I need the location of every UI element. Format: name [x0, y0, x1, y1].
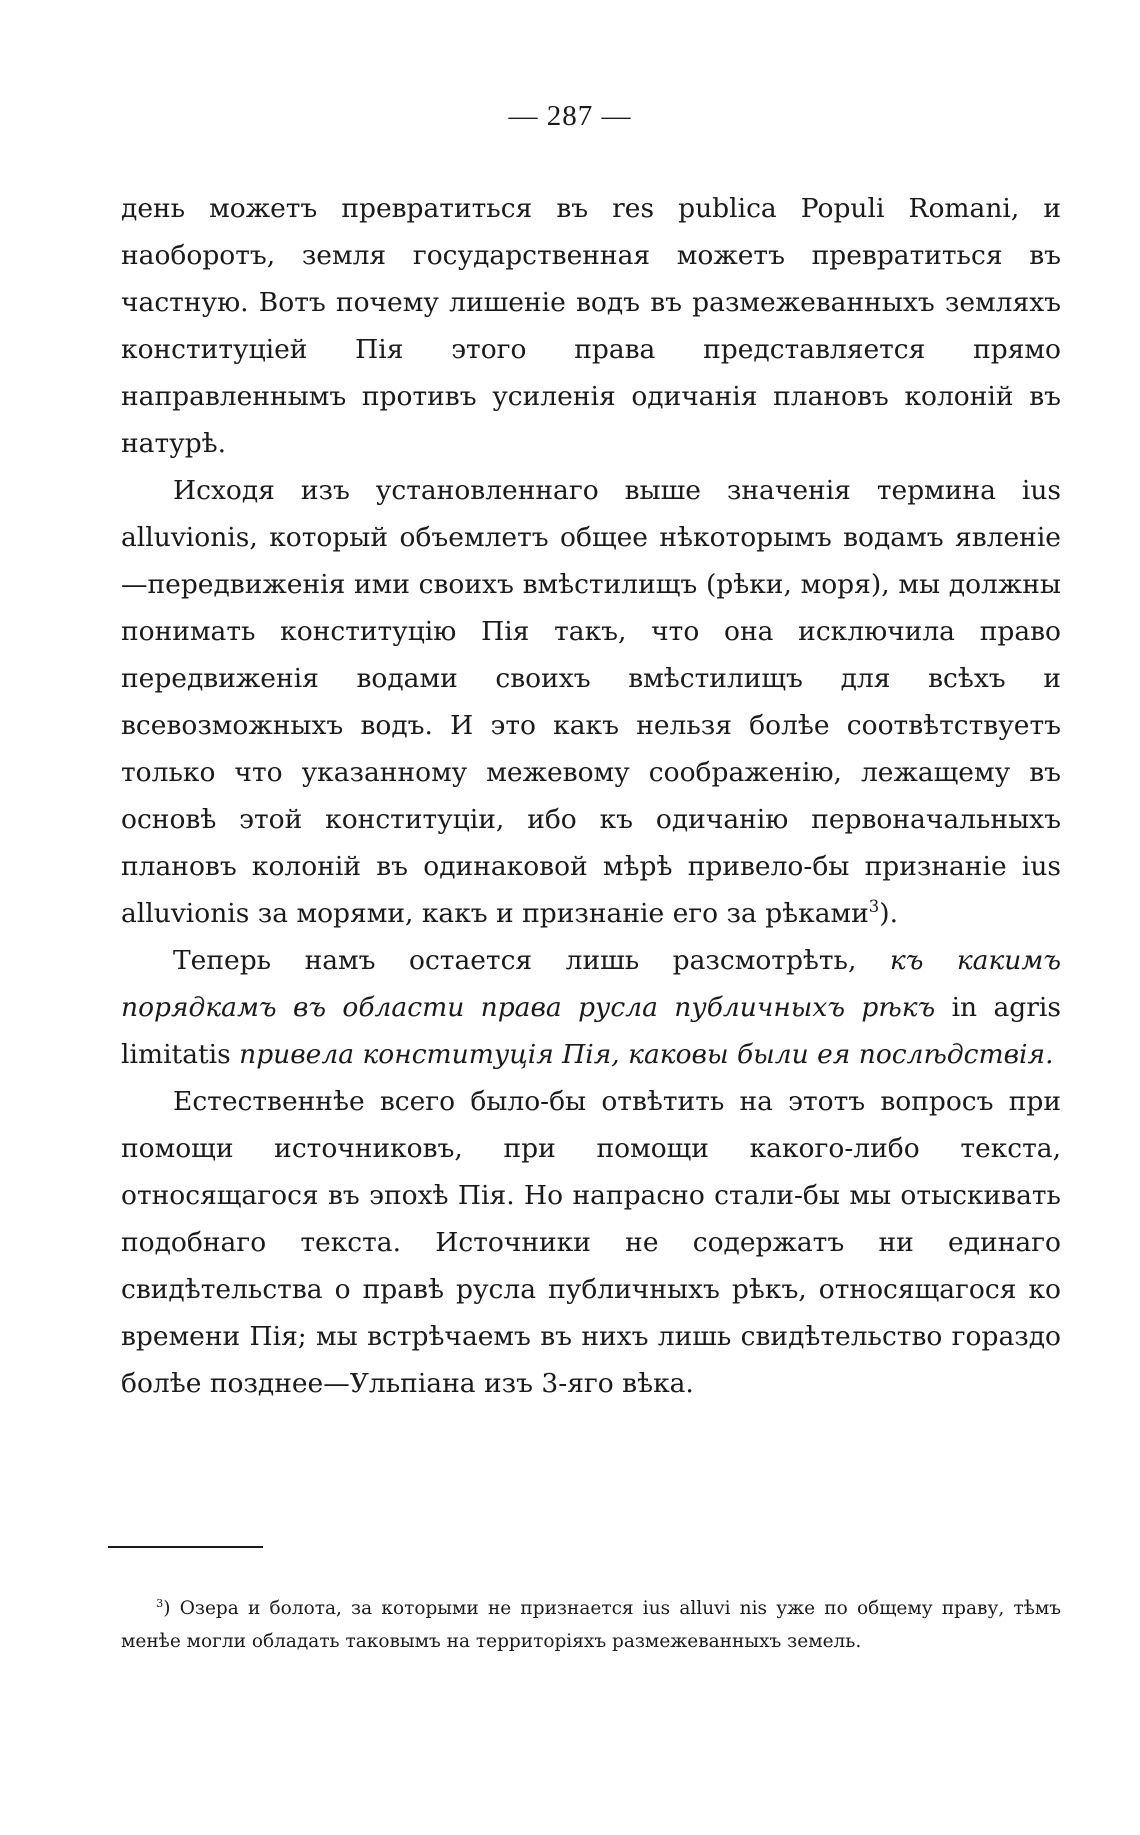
main-text	[121, 185, 1061, 1407]
paragraph-3-italic-2: привела конституція Пія, каковы были ея послѣдствія.	[239, 1039, 1054, 1070]
paragraph-3-italic-1: къ какимъ порядкамъ въ области права русла публичныхъ рѣкъ	[121, 945, 1062, 1023]
paragraph-3-text-1: Теперь намъ остается лишь разсмотрѣть,	[173, 945, 890, 976]
paragraph-4: Естественнѣе всего было-бы отвѣтить на этотъ вопросъ при помощи источниковъ, при помощи какого-либо текста, относящагося въ эпохѣ Пія. Но напрасно стали-бы мы отыскивать подобнаго текста. Источники не содержатъ ни единаго свидѣтельства о правѣ русла публичныхъ рѣкъ, относящагося ко времени Пія; мы встрѣчаемъ въ нихъ лишь свидѣтельство гораздо болѣе позднее—Ульпіана изъ 3-яго вѣка.	[121, 1086, 1061, 1399]
footnote-ref: 3	[868, 897, 880, 917]
paragraph-3-text-2: in agris limitatis	[121, 992, 1061, 1070]
footnote-divider	[108, 1546, 263, 1548]
footnote-3	[121, 1592, 1061, 1658]
paragraph-2-text-end: ).	[879, 898, 898, 929]
paragraph-2	[121, 467, 1061, 937]
footnotes	[121, 1592, 1061, 1658]
page-number: — 287 —	[508, 100, 632, 132]
paragraph-2-text: Исходя изъ установленнаго выше значенія термина ius alluvionis, который объемлетъ общее нѣкоторымъ водамъ явленіе—передвиженія ими своихъ вмѣстилищъ (рѣки, моря), мы должны понимать конституцію Пія такъ, что она исключила право передвиженія водами своихъ вмѣстилищъ для всѣхъ и всевозможныхъ водъ. И это какъ нельзя болѣе соотвѣтствуетъ только что указанному межевому соображенію, лежащему въ основѣ этой конституціи, ибо къ одичанію первоначальныхъ плановъ колоній въ одинаковой мѣрѣ привело-бы признаніе ius alluvionis за морями, какъ и признаніе его за рѣками	[121, 475, 1061, 929]
footnote-marker: 3	[156, 1595, 164, 1610]
paragraph-1: день можетъ превратиться въ res publica Populi Romani, и наоборотъ, земля государственная можетъ превратиться въ частную. Вотъ почему лишеніе водъ въ размежеванныхъ земляхъ конституціей Пія этого права представляется прямо направленнымъ противъ усиленія одичанія плановъ колоній въ натурѣ.	[121, 193, 1061, 459]
paragraph-3	[121, 937, 1061, 1078]
footnote-text: ) Озера и болота, за которыми не признается ius alluvi nis уже по общему праву, тѣмъ менѣе могли обладать таковымъ на территоріяхъ размежеванныхъ земель.	[121, 1598, 1061, 1652]
